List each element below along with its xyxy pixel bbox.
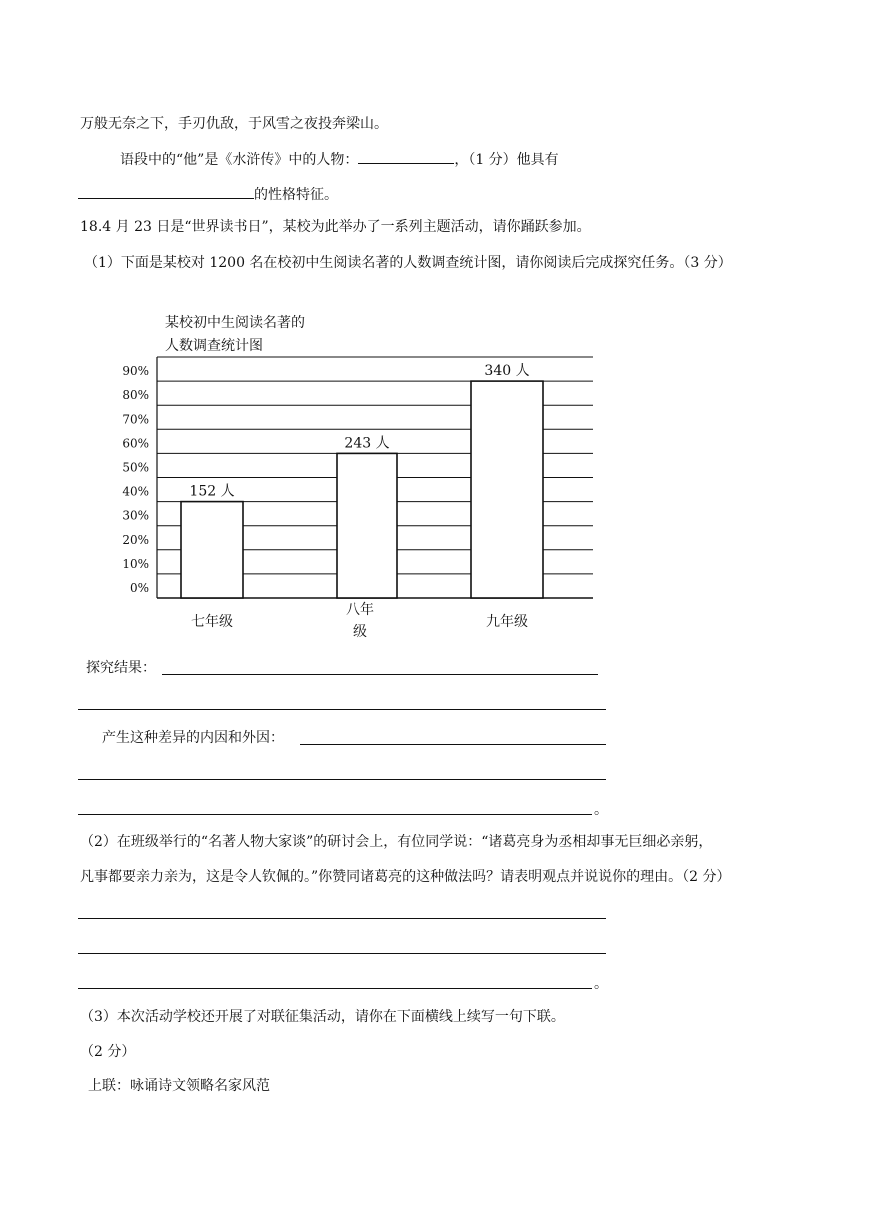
bar-1	[181, 502, 243, 598]
period-mark: 。	[594, 976, 608, 992]
reading-survey-chart	[110, 308, 610, 648]
answer-line-cause-2[interactable]	[78, 779, 606, 780]
bar-2	[337, 453, 397, 598]
y-tick-label: 70%	[122, 412, 149, 427]
x-axis-label: 七年级	[191, 614, 233, 630]
question-17-line-2	[78, 184, 338, 204]
y-tick-label: 60%	[122, 436, 149, 451]
data-label: 340 人	[484, 363, 530, 380]
x-axis-label: 八年	[346, 602, 374, 618]
result-label: 探究结果：	[86, 660, 156, 676]
question-17-text-a: 语段中的“他”是《水浒传》中的人物：	[120, 152, 359, 168]
answer-blank-character[interactable]	[358, 149, 454, 164]
y-tick-label: 90%	[122, 364, 149, 379]
y-tick-label: 0%	[129, 581, 149, 595]
question-17-line	[120, 149, 559, 169]
x-axis-label: 九年级	[486, 614, 528, 630]
data-label: 152 人	[189, 483, 235, 500]
chart-bars	[181, 381, 543, 598]
data-label: 243 人	[344, 435, 390, 452]
question-18-2-line-2: 凡事都要亲力亲为，这是令人钦佩的。”你赞同诸葛亮的这种做法吗？请表明观点并说说你的理由。（2 分）	[80, 869, 731, 885]
answer-line-opinion-2[interactable]	[78, 953, 606, 954]
question-18-3-score: （2 分）	[80, 1044, 136, 1060]
question-17-text-c: 的性格特征。	[254, 187, 338, 203]
y-tick-label: 20%	[122, 532, 149, 547]
cause-label: 产生这种差异的内因和外因：	[102, 730, 284, 746]
answer-line-opinion-3[interactable]	[78, 988, 592, 989]
answer-line-result[interactable]	[162, 674, 598, 675]
question-17-text-b: ，（1 分）他具有	[454, 152, 559, 168]
question-18-title: 18.4 月 23 日是“世界读书日”，某校为此举办了一系列主题活动，请你踊跃参加。	[80, 219, 591, 235]
passage-line: 万般无奈之下，手刃仇敌，于风雪之夜投奔梁山。	[80, 116, 388, 132]
answer-line-cause-3[interactable]	[78, 814, 592, 815]
period-mark: 。	[594, 802, 608, 818]
bar-3	[471, 381, 543, 598]
couplet-first-line: 上联：咏诵诗文领略名家风范	[88, 1078, 270, 1094]
y-tick-label: 10%	[122, 556, 149, 571]
chart-title-line-1: 某校初中生阅读名著的	[165, 315, 305, 331]
y-tick-label: 80%	[122, 388, 149, 403]
answer-line-opinion-1[interactable]	[78, 918, 606, 919]
chart-title-line-2: 人数调查统计图	[165, 338, 263, 354]
y-tick-label: 50%	[122, 460, 149, 475]
question-18-2-line-1: （2）在班级举行的“名著人物大家谈”的研讨会上，有位同学说：“诸葛亮身为丞相却事无巨细必亲躬，	[80, 834, 713, 850]
answer-line-result-2[interactable]	[78, 709, 606, 710]
question-18-3-prompt: （3）本次活动学校还开展了对联征集活动，请你在下面横线上续写一句下联。	[80, 1009, 565, 1025]
y-tick-label: 40%	[122, 484, 149, 499]
y-axis-ticks	[122, 364, 149, 595]
y-tick-label: 30%	[122, 508, 149, 523]
answer-line-cause[interactable]	[300, 744, 606, 745]
x-axis-labels	[191, 601, 528, 640]
x-axis-label: 级	[353, 624, 367, 640]
answer-blank-trait[interactable]	[78, 184, 254, 199]
question-18-1-prompt: （1）下面是某校对 1200 名在校初中生阅读名著的人数调查统计图，请你阅读后完成探究任务。（3 分）	[84, 255, 732, 271]
